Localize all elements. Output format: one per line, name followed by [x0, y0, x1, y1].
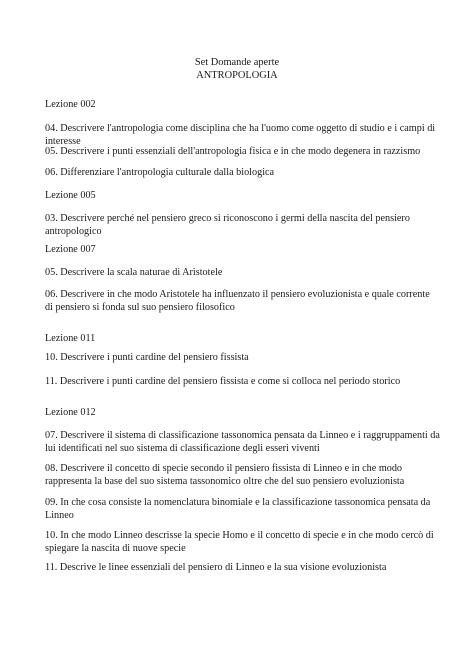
question: 11. Descrive le linee essenziali del pensiero di Linneo e la sua visione evoluzionista [45, 562, 387, 573]
lesson-heading: Lezione 012 [45, 407, 96, 418]
question: 11. Descrivere i punti cardine del pensiero fissista e come si colloca nel periodo storico [45, 376, 401, 387]
question: 10. Descrivere i punti cardine del pensiero fissista [45, 352, 249, 363]
question: 03. Descrivere perché nel pensiero greco si riconoscono i germi della nascita del pensiero antropologico [45, 213, 410, 237]
lesson-heading: Lezione 002 [45, 99, 96, 110]
lesson-heading: Lezione 007 [45, 244, 96, 255]
title-block [0, 56, 474, 82]
question: 08. Descrivere il concetto di specie secondo il pensiero fissista di Linneo e in che modo rappresenta la base del suo sistema tassonomico oltre che del suo pensiero evoluzionista [45, 463, 405, 487]
question: 05. Descrivere i punti essenziali dell'antropologia fisica e in che modo degenera in razzismo [45, 146, 421, 157]
lesson-heading: Lezione 011 [45, 333, 96, 344]
question: 10. In che modo Linneo descrisse la specie Homo e il concetto di specie e in che modo cercò di spiegare la nascita di nuove specie [45, 530, 434, 554]
question: 09. In che cosa consiste la nomenclatura binomiale e la classificazione tassonomica pensata da Linneo [45, 497, 431, 521]
question: 04. Descrivere l'antropologia come disciplina che ha l'uomo come oggetto di studio e i campi di interesse [45, 123, 436, 147]
question: 07. Descrivere il sistema di classificazione tassonomica pensata da Linneo e i raggruppamenti da lui identificati nel suo sistema di classificazione degli esseri viventi [45, 430, 440, 454]
question: 06. Differenziare l'antropologia culturale dalla biologica [45, 167, 275, 178]
question: 05. Descrivere la scala naturae di Aristotele [45, 267, 223, 278]
document-subtitle: ANTROPOLOGIA [196, 70, 278, 81]
document-title: Set Domande aperte [194, 57, 280, 68]
lesson-heading: Lezione 005 [45, 190, 96, 201]
question: 06. Descrivere in che modo Aristotele ha influenzato il pensiero evoluzionista e quale corrente di pensiero si fonda sul suo pensiero filosofico [45, 289, 430, 313]
